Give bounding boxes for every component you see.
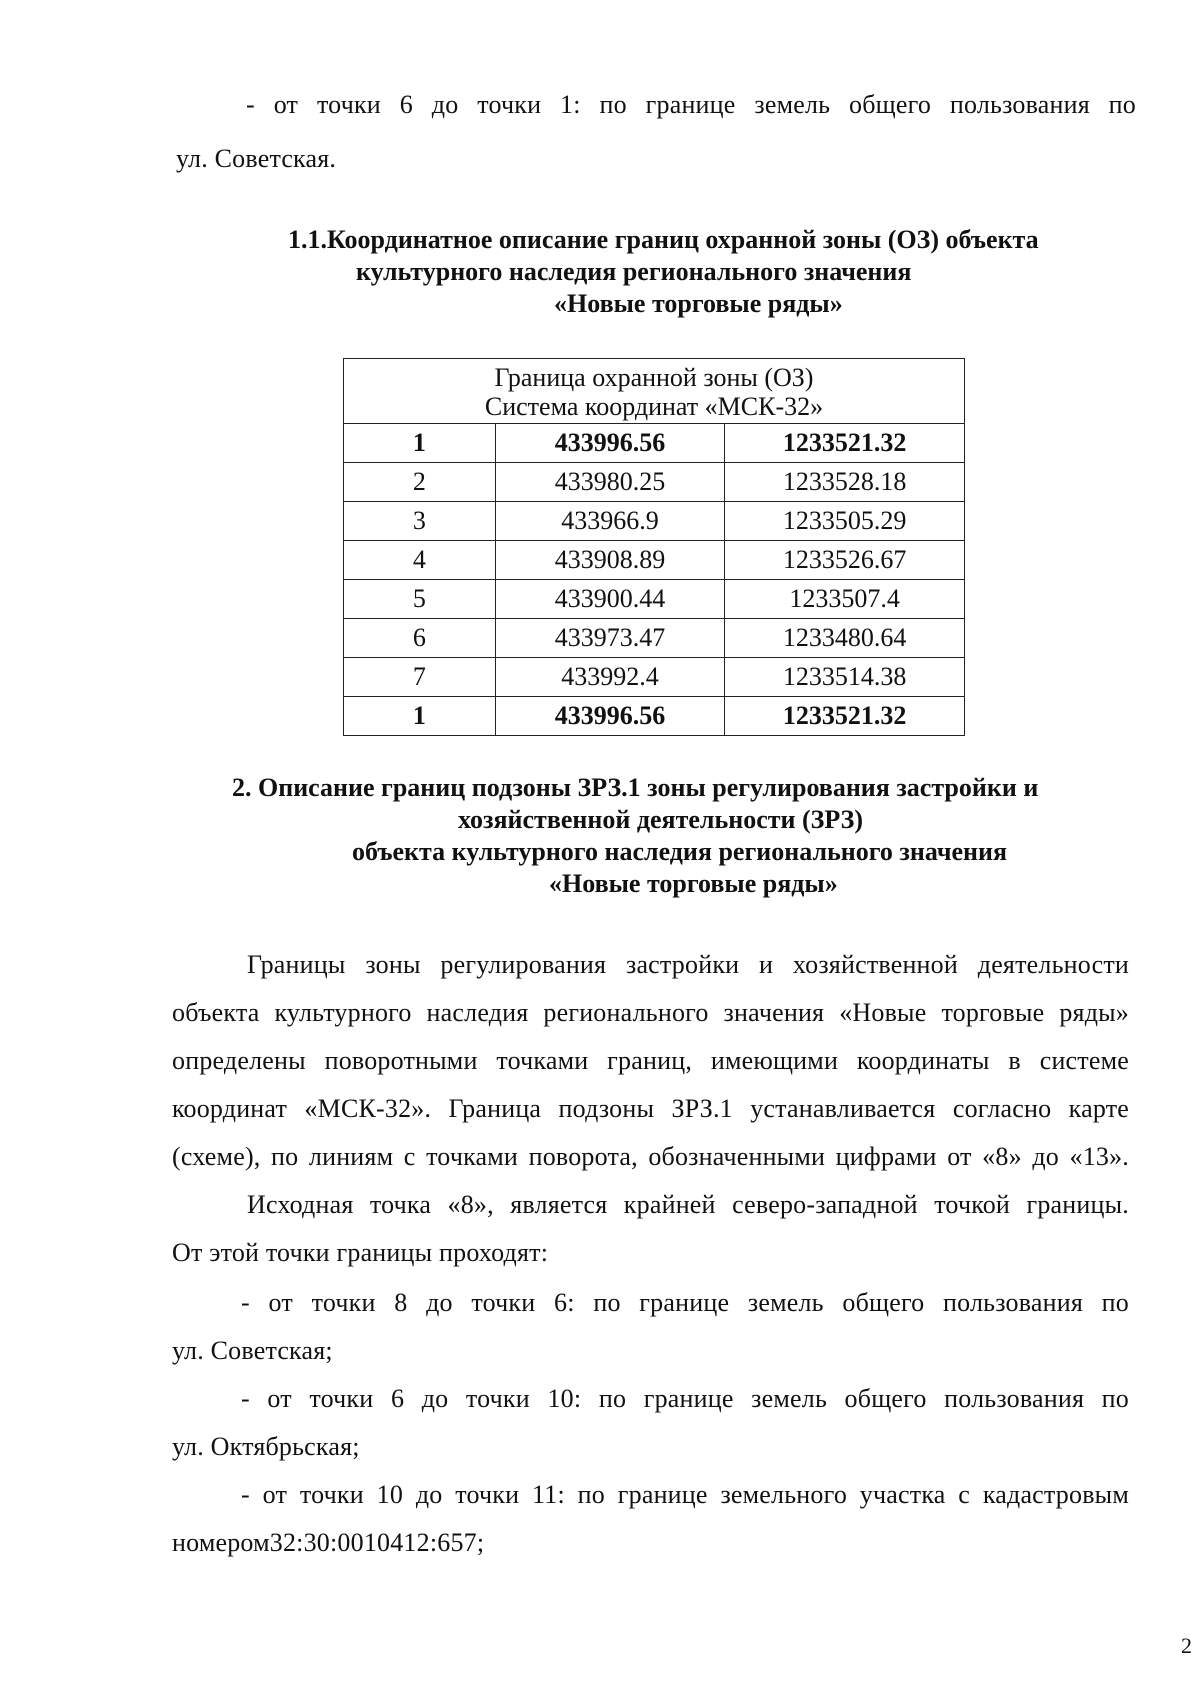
paragraph-1-line-3: определены поворотными точками границ, имеющими координаты в системе	[172, 1046, 1129, 1075]
section-1-heading-line-1: 1.1.Координатное описание границ охранной зоны (ОЗ) объекта	[288, 225, 1039, 254]
point-y: 1233526.67	[725, 541, 965, 580]
point-y: 1233514.38	[725, 658, 965, 697]
table-header-line-2: Система координат «МСК-32»	[484, 392, 824, 421]
point-number: 5	[344, 580, 496, 619]
section-2-heading-line-4: «Новые торговые ряды»	[549, 869, 838, 898]
paragraph-2-line-2: От этой точки границы проходят:	[172, 1238, 549, 1267]
point-y: 1233505.29	[725, 502, 965, 541]
point-x: 433980.25	[495, 463, 725, 502]
point-number: 4	[344, 541, 496, 580]
point-number: 1	[344, 424, 496, 463]
point-x: 433908.89	[495, 541, 725, 580]
table-row	[344, 541, 965, 580]
section-2-heading-line-3: объекта культурного наследия регионального значения	[352, 837, 1008, 866]
section-1-heading-line-3: «Новые торговые ряды»	[554, 289, 843, 318]
table-header-line-1: Граница охранной зоны (ОЗ)	[494, 363, 814, 392]
point-y: 1233480.64	[725, 619, 965, 658]
paragraph-1-line-4: координат «МСК-32». Граница подзоны ЗРЗ.1 устанавливается согласно карте	[172, 1094, 1129, 1123]
table-row	[344, 658, 965, 697]
section-2-heading-line-1: 2. Описание границ подзоны ЗРЗ.1 зоны регулирования застройки и	[232, 773, 1039, 802]
paragraph-3-line-1: - от точки 8 до точки 6: по границе земель общего пользования по	[241, 1288, 1129, 1317]
paragraph-4-line-1: - от точки 6 до точки 10: по границе земель общего пользования по	[241, 1384, 1129, 1413]
table-row	[344, 502, 965, 541]
point-x: 433973.47	[495, 619, 725, 658]
table-header-cell	[344, 359, 965, 424]
table-row	[344, 463, 965, 502]
point-y: 1233528.18	[725, 463, 965, 502]
point-x: 433992.4	[495, 658, 725, 697]
intro-line-2: ул. Советская.	[176, 144, 337, 173]
point-number: 7	[344, 658, 496, 697]
paragraph-1-line-2: объекта культурного наследия регионального значения «Новые торговые ряды»	[172, 998, 1129, 1027]
intro-line-1: - от точки 6 до точки 1: по границе земель общего пользования по	[246, 90, 1136, 119]
paragraph-1-line-1: Границы зоны регулирования застройки и хозяйственной деятельности	[247, 950, 1129, 979]
table-row	[344, 697, 965, 736]
paragraph-2-line-1: Исходная точка «8», является крайней северо-западной точкой границы.	[247, 1190, 1129, 1219]
point-x: 433966.9	[495, 502, 725, 541]
section-1-heading-line-2: культурного наследия регионального значения	[356, 257, 912, 286]
point-number: 1	[344, 697, 496, 736]
paragraph-4-line-2: ул. Октябрьская;	[172, 1432, 360, 1461]
paragraph-1-line-5: (схеме), по линиям с точками поворота, обозначенными цифрами от «8» до «13».	[172, 1142, 1129, 1171]
table-row	[344, 619, 965, 658]
point-number: 2	[344, 463, 496, 502]
paragraph-5-line-1: - от точки 10 до точки 11: по границе земельного участка с кадастровым	[241, 1480, 1129, 1509]
table-header-row	[344, 359, 965, 424]
point-number: 6	[344, 619, 496, 658]
coordinates-table	[343, 358, 965, 736]
point-x: 433900.44	[495, 580, 725, 619]
table-row	[344, 580, 965, 619]
page-number: 2	[1181, 1633, 1192, 1658]
point-number: 3	[344, 502, 496, 541]
table-row	[344, 424, 965, 463]
point-y: 1233507.4	[725, 580, 965, 619]
paragraph-3-line-2: ул. Советская;	[172, 1336, 333, 1365]
section-2-heading-line-2: хозяйственной деятельности (ЗРЗ)	[458, 805, 863, 834]
point-y: 1233521.32	[725, 697, 965, 736]
point-y: 1233521.32	[725, 424, 965, 463]
point-x: 433996.56	[495, 424, 725, 463]
paragraph-5-line-2: номером32:30:0010412:657;	[172, 1528, 485, 1557]
point-x: 433996.56	[495, 697, 725, 736]
